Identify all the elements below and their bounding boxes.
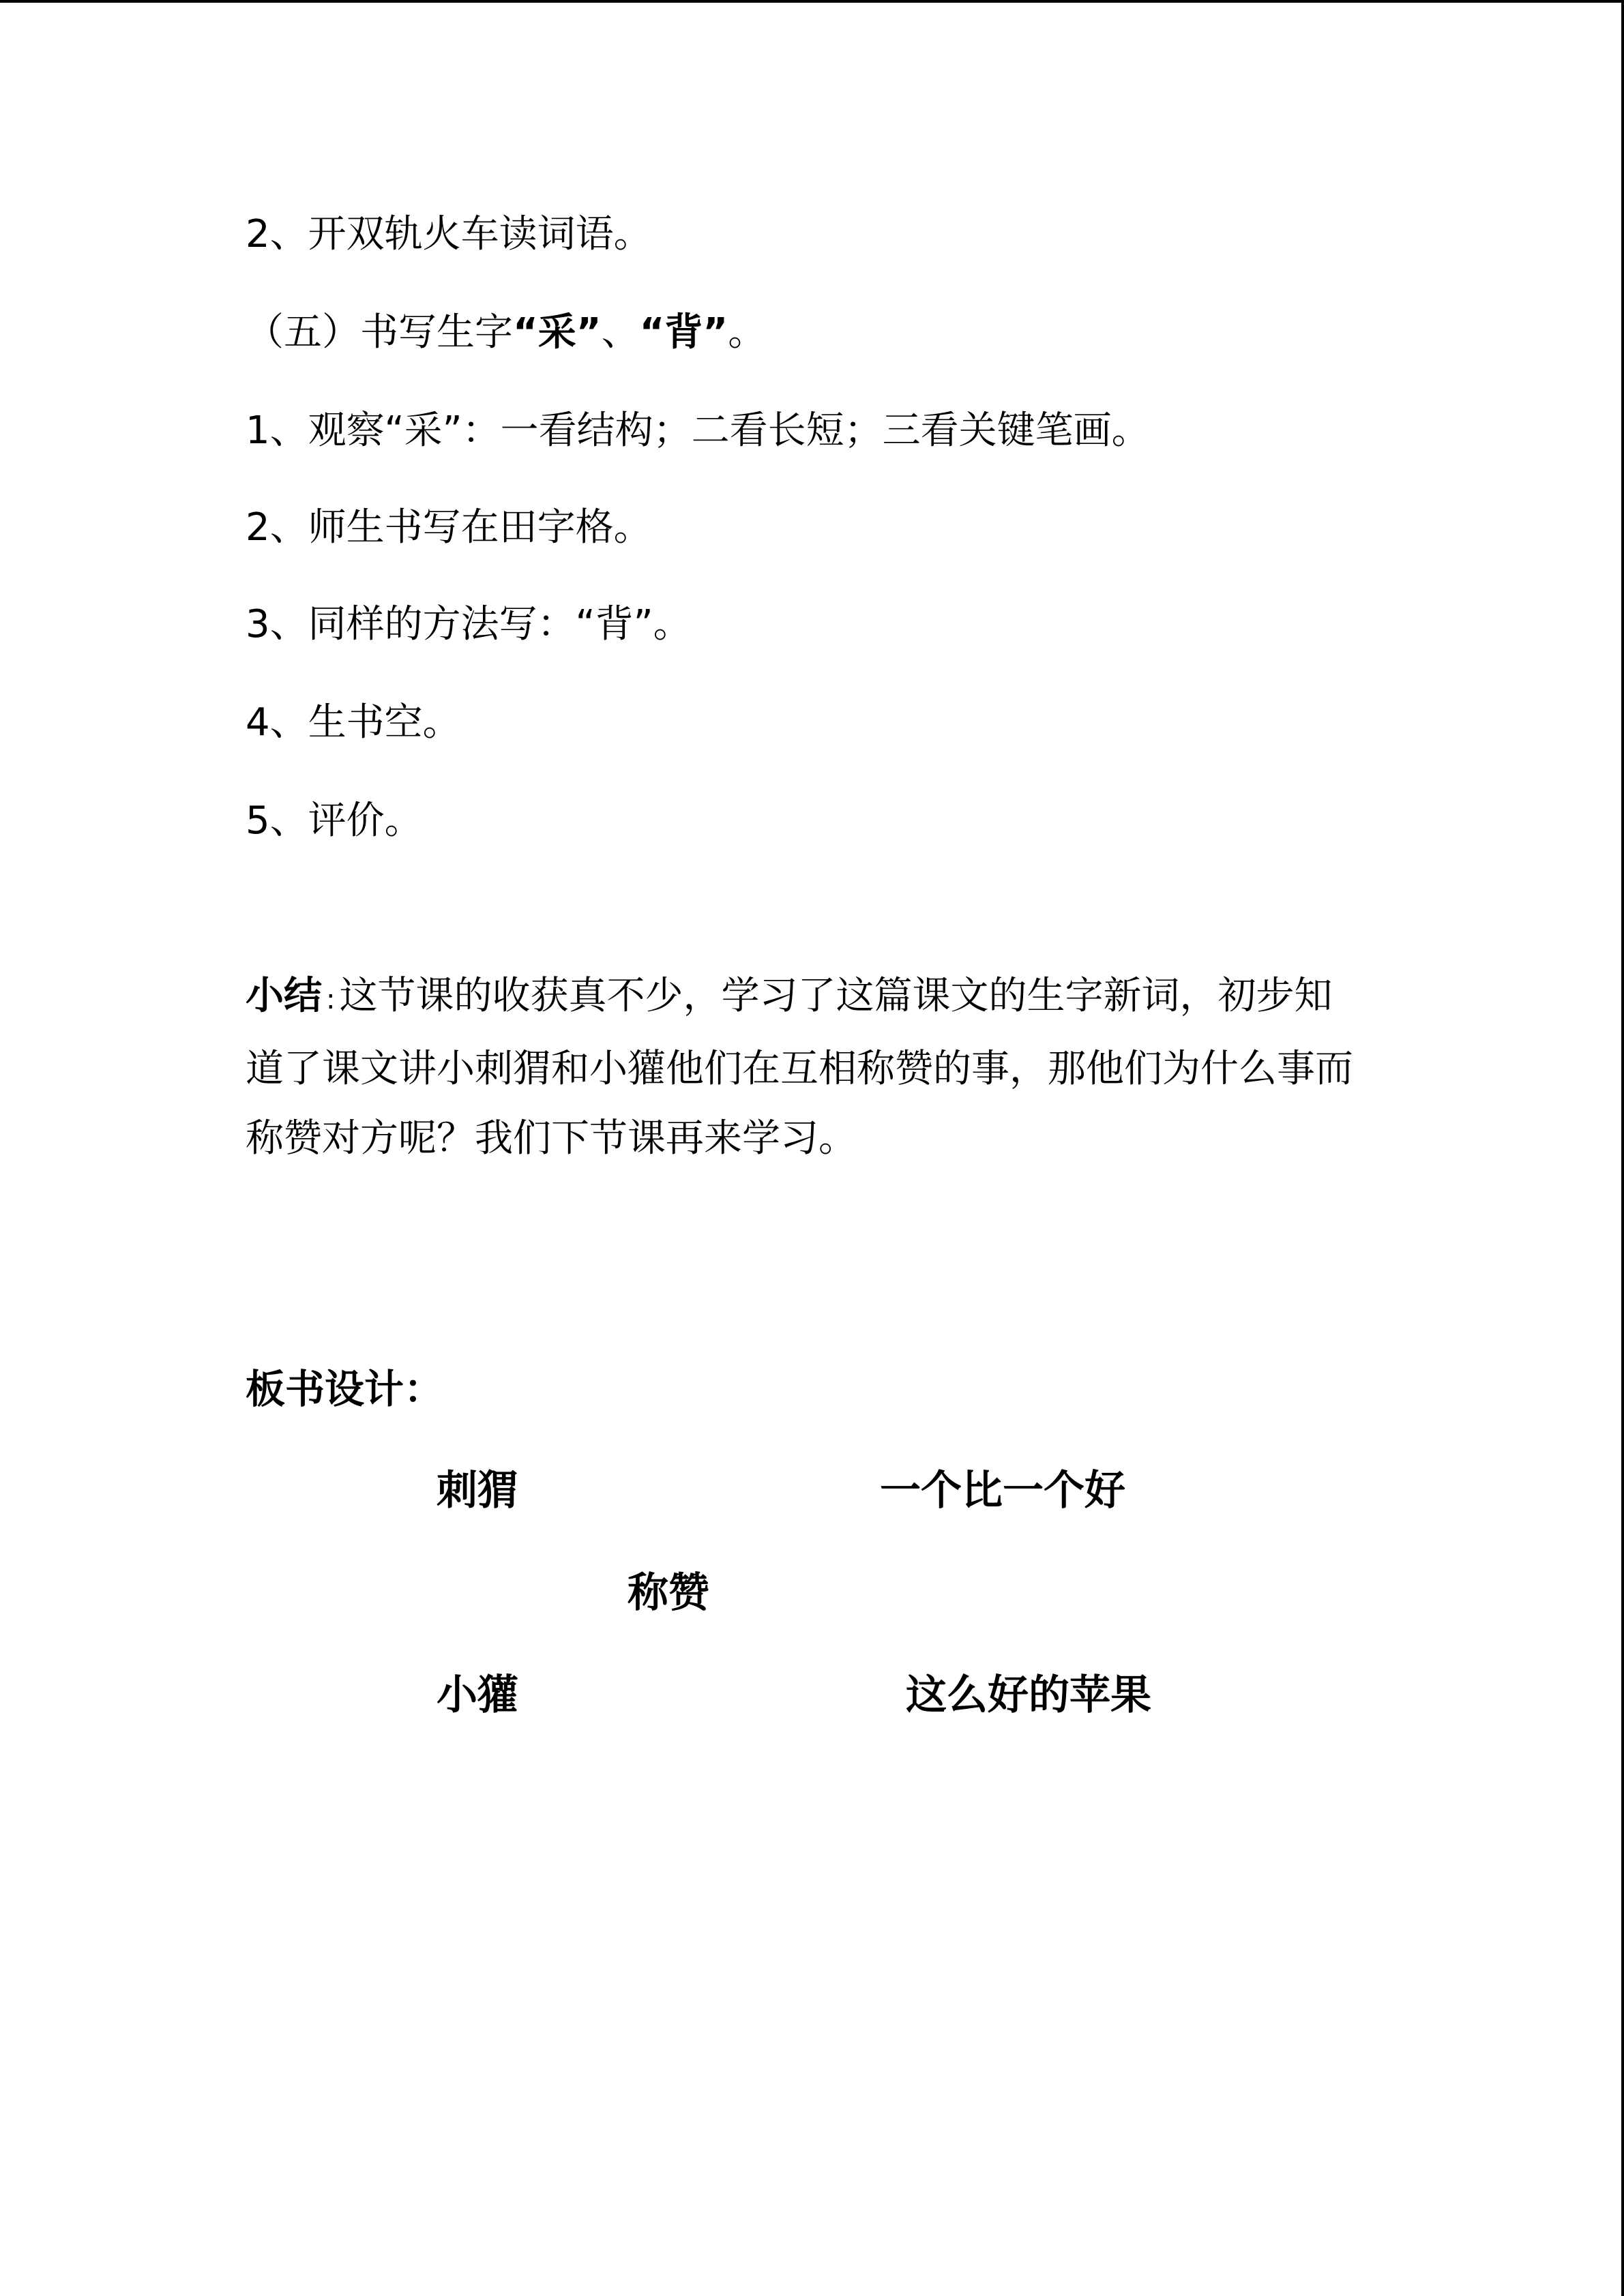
step-same-method: 3、同样的方法写：“背”。 bbox=[246, 602, 692, 646]
summary-label: 小结 bbox=[246, 974, 322, 1018]
section-five-suffix: 。 bbox=[728, 310, 767, 355]
page-border-top bbox=[0, 0, 1624, 3]
summary-text: 这节课的收获真不少，学习了这篇课文的生字新词，初步知道了课文讲小刺猬和小獾他们在互相称赞的事，那他们为什么事而称赞对方呢？我们下节课再来学习。 bbox=[246, 974, 1353, 1161]
char-bei: “背” bbox=[639, 310, 728, 355]
board-center: 称赞 bbox=[628, 1569, 709, 1617]
step-evaluate: 5、评价。 bbox=[246, 799, 423, 843]
page-border-right bbox=[1621, 0, 1624, 2296]
section-five-prefix: （五）书写生字 bbox=[246, 310, 513, 355]
board-right-bottom: 这么好的苹果 bbox=[906, 1671, 1151, 1719]
char-cai: “采” bbox=[513, 310, 602, 355]
step-read-words: 2、开双轨火车读词语。 bbox=[246, 212, 652, 256]
summary-paragraph bbox=[246, 961, 1364, 1174]
board-design-title: 板书设计： bbox=[246, 1366, 444, 1412]
summary-colon: : bbox=[326, 984, 336, 1015]
board-left-bottom: 小獾 bbox=[437, 1671, 518, 1719]
board-left-top: 刺猬 bbox=[437, 1467, 518, 1515]
section-five-heading bbox=[246, 308, 766, 357]
step-observe: 1、观察“采”：一看结构；二看长短；三看关键笔画。 bbox=[246, 408, 1150, 453]
section-five-separator: 、 bbox=[601, 310, 640, 355]
step-air-writing: 4、生书空。 bbox=[246, 700, 461, 745]
step-write-grid: 2、师生书写在田字格。 bbox=[246, 505, 652, 550]
board-right-top: 一个比一个好 bbox=[880, 1467, 1125, 1515]
